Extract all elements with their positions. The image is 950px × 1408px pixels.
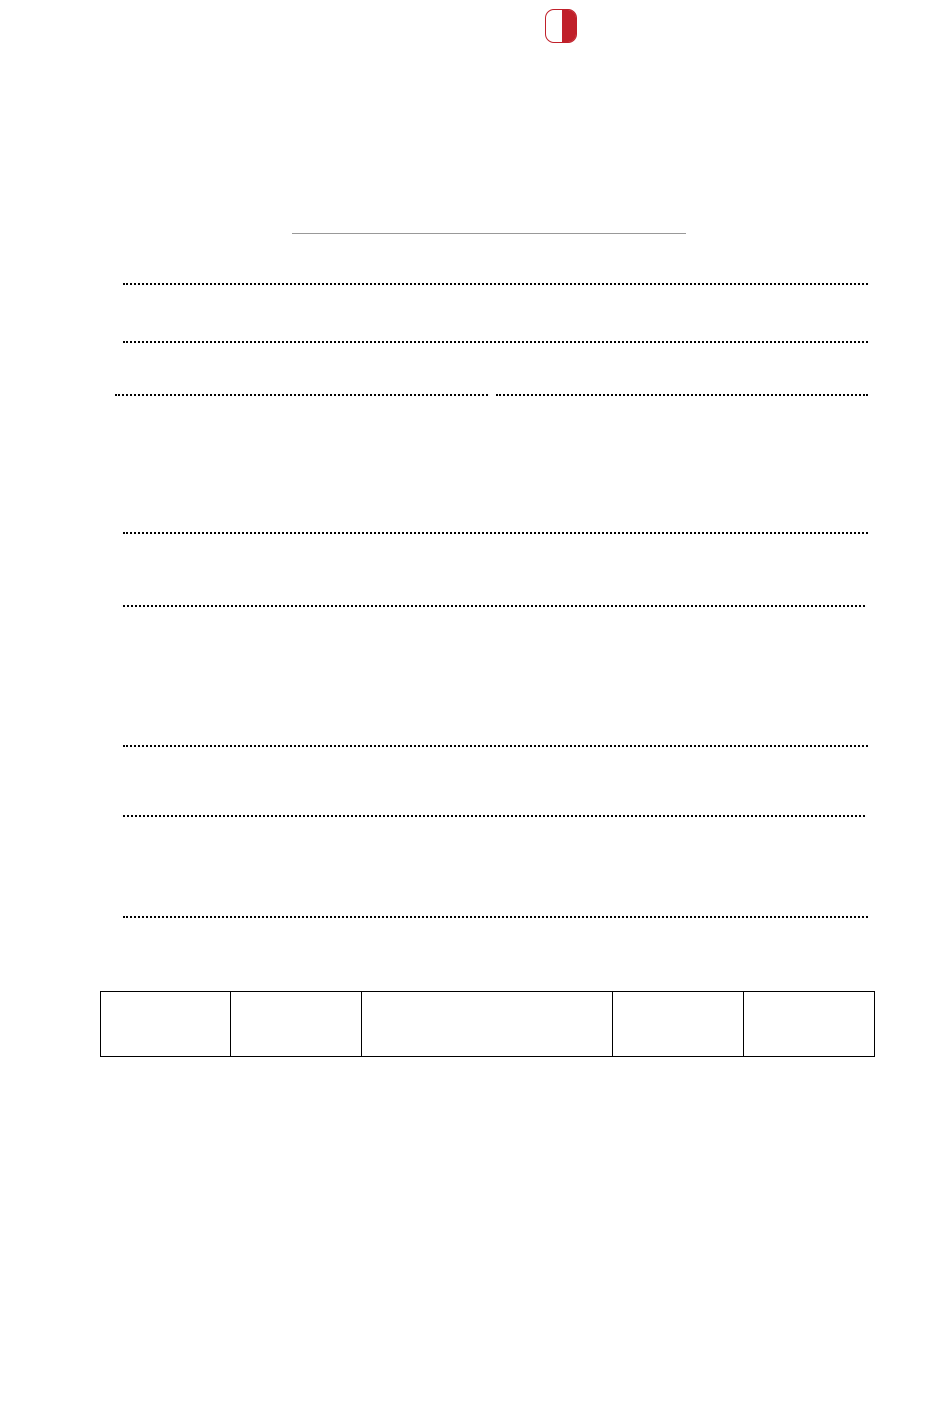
- protocol-header-row: [101, 992, 875, 1057]
- col-signature: [744, 992, 875, 1057]
- buyer-name-input-line[interactable]: [123, 531, 868, 534]
- date-print-field: [115, 915, 868, 921]
- buyer-address-input-line[interactable]: [123, 604, 865, 607]
- model-input-line[interactable]: [123, 282, 868, 285]
- period-input-line-1[interactable]: [115, 393, 488, 396]
- col-decision-date: [230, 992, 361, 1057]
- period-field: [115, 393, 868, 399]
- model-field: [115, 282, 868, 288]
- date-print-input-line[interactable]: [123, 915, 868, 918]
- col-transmission-date: [613, 992, 744, 1057]
- seller-address-field: [115, 814, 865, 820]
- col-protocol-adoption: [101, 992, 231, 1057]
- period-input-line-2[interactable]: [496, 393, 869, 396]
- seller-address-input-line[interactable]: [123, 814, 865, 817]
- protocol-table: [100, 991, 875, 1057]
- serial-input-line[interactable]: [123, 340, 868, 343]
- buyer-address-field: [115, 604, 865, 610]
- col-defect-description: [361, 992, 613, 1057]
- seller-name-field: [115, 744, 868, 750]
- seller-name-input-line[interactable]: [123, 744, 868, 747]
- buyer-name-field: [115, 531, 868, 537]
- serial-field: [115, 340, 868, 346]
- title-divider: [292, 233, 686, 234]
